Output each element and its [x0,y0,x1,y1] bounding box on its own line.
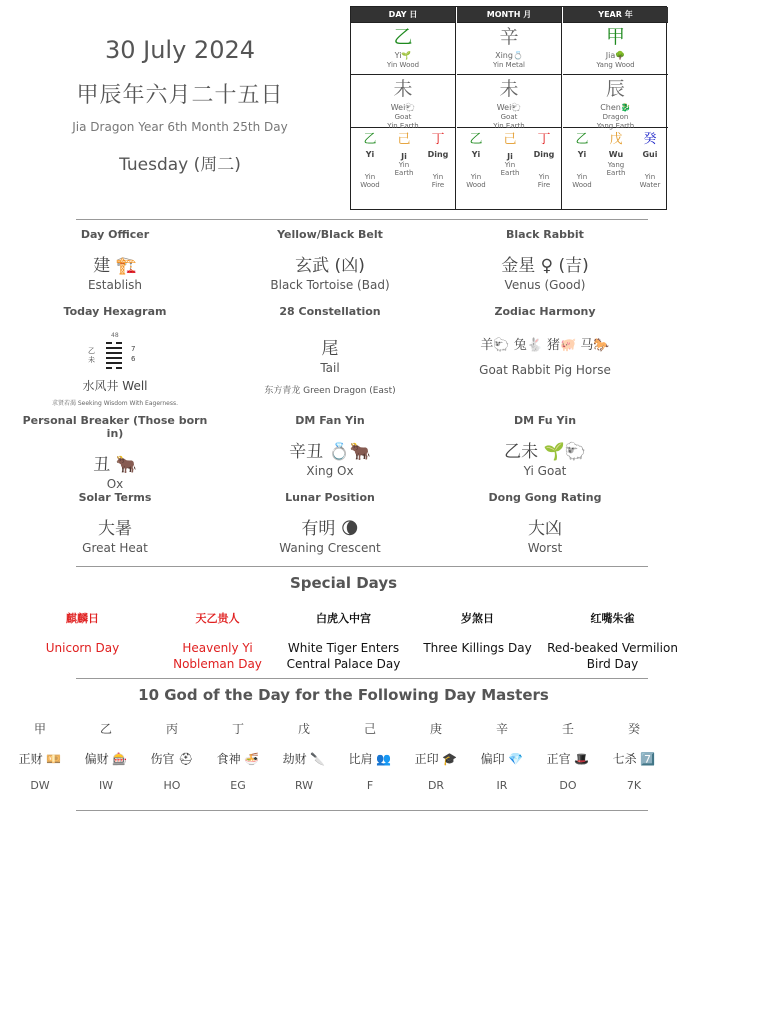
ten-god-item [76,720,136,792]
hidden-stem-pinyin: Ding [533,150,555,159]
ten-god-name: 劫财 🔪 [282,752,326,766]
hidden-stem-pinyin: Ji [401,152,407,161]
ten-god-abbr: DO [559,779,577,792]
ten-god-item [538,720,598,792]
ten-god-stem: 辛 [495,722,508,736]
ten-god-abbr: DR [427,779,445,792]
day-pillar [351,7,456,209]
breaker-title: Personal Breaker (Those born in) [22,414,208,440]
day-branch-name: Wei🐑 [390,103,416,112]
ten-god-name: 正官 🎩 [546,752,590,766]
special-day-cn: 白虎入中宫 [316,612,371,625]
hidden-stem-polarity: Yin [504,161,516,169]
special-day-en: Unicorn Day [45,641,120,655]
hidden-stem-polarity: Yin [470,173,482,181]
chinese-date: 甲辰年六月二十五日 [76,83,284,108]
ten-god-item [10,720,70,792]
hidden-stem-char: 乙 [363,132,377,147]
ten-god-abbr: DW [30,779,50,792]
divider [76,810,648,811]
day-officer-sub: Establish [87,278,143,292]
dm-fan-yin [230,414,430,478]
ten-god-name: 食神 🍜 [216,752,260,766]
special-day-cn: 天乙贵人 [195,612,240,625]
ten-god-abbr: RW [294,779,314,792]
day-branch-cell [351,75,455,128]
ten-god-abbr: 7K [626,779,642,792]
hexagram-icon [106,342,122,370]
solar-terms [15,491,215,555]
hidden-stem [527,132,561,189]
solar-value: 大暑 [98,519,132,539]
hidden-stem-element: Wood [466,181,486,189]
year-branch-element: Yang Earth [596,122,635,130]
hexagram-lower-number: 6 [131,355,136,363]
hidden-stem-char: 乙 [469,132,483,147]
day-officer [15,228,215,292]
black-rabbit [445,228,645,292]
month-stem-name: Xing💍 [495,51,523,60]
belt-title: Yellow/Black Belt [277,228,383,241]
dong-gong-rating [445,491,645,555]
ten-god-stem: 癸 [627,722,640,736]
lunar-value: 有明 🌘 [301,519,359,539]
personal-breaker [15,414,215,491]
divider [76,566,648,567]
dong-gong-title: Dong Gong Rating [488,491,602,504]
hidden-stem [599,132,633,177]
lunar-title: Lunar Position [285,491,375,504]
hidden-stem-char: 戊 [609,132,623,147]
rabbit-value: 金星 ♀ (吉) [501,256,589,276]
month-hidden-stems [457,128,561,208]
special-day-en: Heavenly Yi Nobleman Day [173,641,262,671]
dm-fu-yin [445,414,645,478]
fan-yin-sub: Xing Ox [306,464,354,478]
year-stem-cell [563,22,668,75]
ten-god-stem: 甲 [33,722,46,736]
month-stem-char: 辛 [499,26,519,48]
belt-sub: Black Tortoise (Bad) [270,278,390,292]
constellation-value: 尾 [321,339,339,359]
ten-god-name: 偏财 🎰 [84,752,128,766]
ten-god-abbr: IW [98,779,114,792]
hexagram-desc: 求贤若渴 Seeking Wisdom With Eagerness. [51,400,179,407]
fu-yin-value: 乙未 🌱🐑 [504,442,586,462]
ten-god-name: 比肩 👥 [348,752,392,766]
hidden-stem-element: Wood [572,181,592,189]
yellow-black-belt [230,228,430,292]
hidden-stem-polarity: Yin [644,173,656,181]
hidden-stem-element: Wood [360,181,380,189]
hidden-stem-polarity: Yin [432,173,444,181]
ten-god-name: 偏印 💎 [480,752,524,766]
hidden-stem [633,132,667,189]
hexagram-number: 48 [111,332,119,339]
hidden-stem-pinyin: Gui [642,150,658,159]
zodiac-sub: Goat Rabbit Pig Horse [479,363,611,377]
four-pillars-table [350,6,667,210]
ten-gods-title: 10 God of the Day for the Following Day Masters [138,686,549,704]
ten-god-stem: 庚 [429,722,442,736]
year-branch-char: 辰 [605,78,625,100]
hidden-stem [421,132,455,189]
hidden-stem-pinyin: Yi [471,150,481,159]
day-officer-value: 建 🏗️ [93,256,137,276]
month-branch-animal: Goat [500,113,518,121]
special-day-en: Red-beaked Vermilion Bird Day [547,641,678,671]
month-branch-element: Yin Earth [493,122,525,130]
hidden-stem-char: 己 [397,132,411,147]
day-stem-desc: Yin Wood [386,61,420,69]
hidden-stem-element: Earth [394,169,414,177]
month-pillar [457,7,562,209]
month-branch-cell [457,75,561,128]
solar-sub: Great Heat [82,541,148,555]
ten-god-item [142,720,202,792]
month-branch-char: 未 [499,78,519,100]
ten-god-item [472,720,532,792]
hidden-stem-char: 己 [503,132,517,147]
hexagram-pillar-chars: 乙 未 [88,347,95,364]
month-stem-desc: Yin Metal [493,61,525,69]
constellation-title: 28 Constellation [279,305,381,318]
ten-god-item [406,720,466,792]
hidden-stem-polarity: Yin [576,173,588,181]
zodiac-harmony [445,305,645,377]
year-stem-desc: Yang Wood [596,61,635,69]
hidden-stem-char: 丁 [431,132,445,147]
special-day-cn: 岁煞日 [461,612,494,625]
hidden-stem [459,132,493,189]
hidden-stem-element: Earth [500,169,520,177]
ten-god-stem: 丁 [231,722,244,736]
ten-god-item [604,720,664,792]
dong-gong-value: 大凶 [528,519,562,539]
ten-god-abbr: IR [496,779,508,792]
ten-god-item [208,720,268,792]
hidden-stem [353,132,387,189]
month-branch-name: Wei🐑 [496,103,522,112]
hexagram-title: Today Hexagram [63,305,167,318]
year-hidden-stems [563,128,668,208]
special-day-item [276,610,411,672]
ten-god-name: 正财 💴 [18,752,62,766]
ten-god-stem: 己 [363,722,376,736]
month-stem-cell [457,22,561,75]
hidden-stem-pinyin: Ding [427,150,449,159]
breaker-value: 丑 🐂 [93,455,137,475]
ten-god-stem: 丙 [165,722,178,736]
hidden-stem-element: Earth [606,169,626,177]
special-day-en: White Tiger Enters Central Palace Day [286,641,401,671]
special-days-title: Special Days [289,574,398,592]
hidden-stem-pinyin: Yi [365,150,375,159]
year-pillar-header: YEAR 年 [563,7,668,22]
ten-god-abbr: HO [163,779,181,792]
hidden-stem [493,132,527,177]
weekday: Tuesday (周二) [119,155,241,175]
hidden-stem-element: Fire [431,181,445,189]
zodiac-value: 羊🐑 兔🐇 猪🐖 马🐎 [480,338,610,353]
hidden-stem-char: 癸 [643,132,657,147]
zodiac-title: Zodiac Harmony [494,305,596,318]
year-branch-name: Chen🐉 [600,103,631,112]
hexagram-name: 水风井 Well [82,379,148,393]
ten-god-stem: 壬 [561,722,574,736]
year-pillar [563,7,668,209]
ten-god-name: 伤官 ⛑ [150,752,194,766]
constellation-desc: 东方青龙 Green Dragon (East) [264,386,396,396]
ten-god-name: 正印 🎓 [414,752,458,766]
hidden-stem-element: Fire [537,181,551,189]
special-day-cn: 红嘴朱雀 [590,612,635,625]
solar-title: Solar Terms [78,491,152,504]
divider [76,219,648,220]
special-day-item [410,610,545,656]
day-branch-element: Yin Earth [387,122,419,130]
special-day-item [150,610,285,672]
hidden-stem-char: 丁 [537,132,551,147]
day-stem-cell [351,22,455,75]
day-pillar-header: DAY 日 [351,7,455,22]
hidden-stem-char: 乙 [575,132,589,147]
hidden-stem [565,132,599,189]
hidden-stem-element: Water [639,181,661,189]
hidden-stem-polarity: Yin [538,173,550,181]
day-officer-title: Day Officer [80,228,150,241]
fu-yin-sub: Yi Goat [523,464,567,478]
year-stem-name: Jia🌳 [605,51,626,60]
special-day-cn: 麒麟日 [66,612,99,625]
hexagram-upper-number: 7 [131,345,136,353]
dong-gong-sub: Worst [527,541,563,555]
special-day-item [545,610,680,672]
day-branch-animal: Goat [394,113,412,121]
lunar-position [230,491,430,555]
hidden-stem-polarity: Yin [364,173,376,181]
ten-god-item [274,720,334,792]
hidden-stem-pinyin: Wu [608,150,624,159]
today-hexagram [15,305,215,318]
special-day-en: Three Killings Day [423,641,532,655]
year-branch-cell [563,75,668,128]
ten-god-item [340,720,400,792]
hexagram-name-block [15,377,215,407]
ten-god-name: 七杀 7️⃣ [612,752,656,766]
fan-yin-value: 辛丑 💍🐂 [289,442,371,462]
day-hidden-stems [351,128,455,208]
year-branch-animal: Dragon [602,113,629,121]
hidden-stem-pinyin: Yi [577,150,587,159]
day-stem-char: 乙 [393,26,413,48]
day-branch-char: 未 [393,78,413,100]
rabbit-sub: Venus (Good) [504,278,586,292]
divider [76,678,648,679]
special-day-item [15,610,150,656]
ten-god-abbr: F [366,779,374,792]
english-lunar-date: Jia Dragon Year 6th Month 25th Day [72,120,288,134]
hidden-stem-pinyin: Ji [507,152,513,161]
breaker-sub: Ox [106,477,124,491]
hidden-stem [387,132,421,177]
constellation-28 [230,305,430,396]
ten-god-abbr: EG [230,779,246,792]
ten-god-stem: 戊 [297,722,310,736]
month-pillar-header: MONTH 月 [457,7,561,22]
gregorian-date: 30 July 2024 [104,36,256,64]
hidden-stem-polarity: Yang [607,161,625,169]
day-stem-name: Yi🌱 [394,51,412,60]
hidden-stem-polarity: Yin [398,161,410,169]
lunar-sub: Waning Crescent [279,541,381,555]
belt-value: 玄武 (凶) [295,256,365,276]
fan-yin-title: DM Fan Yin [295,414,365,427]
rabbit-title: Black Rabbit [506,228,584,241]
fu-yin-title: DM Fu Yin [513,414,577,427]
year-stem-char: 甲 [605,26,625,48]
ten-god-stem: 乙 [99,722,112,736]
constellation-sub: Tail [320,361,340,375]
